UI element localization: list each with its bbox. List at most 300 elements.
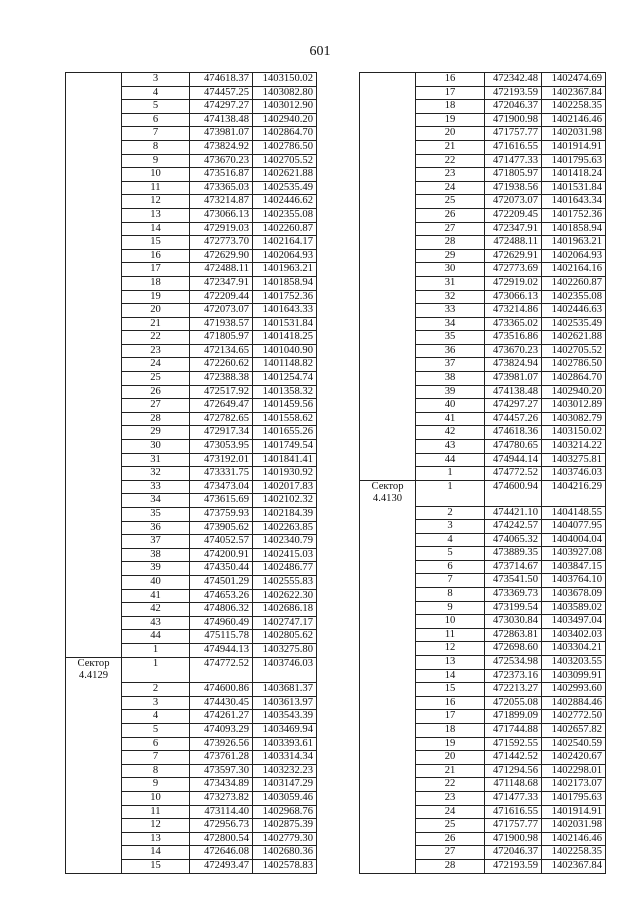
y-coordinate-cell: 1402486.77 — [253, 562, 317, 576]
table-row — [66, 764, 317, 778]
table-row — [66, 832, 317, 846]
table-row — [360, 195, 606, 209]
point-number-cell: 5 — [122, 100, 190, 114]
point-number-cell: 10 — [122, 168, 190, 182]
x-coordinate-cell: 474421.10 — [485, 506, 542, 520]
x-coordinate-cell: 472773.70 — [190, 236, 253, 250]
table-row — [66, 440, 317, 454]
x-coordinate-cell: 472213.27 — [485, 683, 542, 697]
sector-cell — [360, 683, 416, 697]
table-row — [66, 589, 317, 603]
y-coordinate-cell: 1402260.87 — [253, 222, 317, 236]
point-number-cell: 44 — [122, 630, 190, 644]
sector-cell — [66, 535, 122, 549]
y-coordinate-cell: 1403927.08 — [542, 547, 606, 561]
sector-cell — [360, 208, 416, 222]
x-coordinate-cell: 474457.26 — [485, 412, 542, 426]
x-coordinate-cell: 474065.32 — [485, 533, 542, 547]
table-row — [360, 805, 606, 819]
table-row — [66, 113, 317, 127]
point-number-cell: 22 — [122, 331, 190, 345]
y-coordinate-cell: 1403275.80 — [253, 643, 317, 657]
x-coordinate-cell: 472919.03 — [190, 222, 253, 236]
point-number-cell: 23 — [122, 344, 190, 358]
sector-cell — [66, 737, 122, 751]
y-coordinate-cell: 1401531.84 — [253, 317, 317, 331]
sector-cell — [360, 385, 416, 399]
x-coordinate-cell: 474772.52 — [190, 657, 253, 683]
sector-cell — [360, 113, 416, 127]
sector-cell — [66, 630, 122, 644]
y-coordinate-cell: 1402621.88 — [542, 331, 606, 345]
point-number-cell: 1 — [122, 657, 190, 683]
point-number-cell: 38 — [122, 548, 190, 562]
y-coordinate-cell: 1403589.02 — [542, 601, 606, 615]
x-coordinate-cell: 473473.04 — [190, 480, 253, 494]
x-coordinate-cell: 473066.13 — [485, 290, 542, 304]
table-row — [360, 669, 606, 683]
table-row — [66, 683, 317, 697]
sector-cell — [66, 832, 122, 846]
y-coordinate-cell: 1401531.84 — [542, 181, 606, 195]
y-coordinate-cell: 1401418.25 — [253, 331, 317, 345]
x-coordinate-cell: 472800.54 — [190, 832, 253, 846]
sector-cell — [360, 520, 416, 534]
sector-cell — [66, 778, 122, 792]
point-number-cell: 40 — [122, 575, 190, 589]
sector-cell — [360, 358, 416, 372]
x-coordinate-cell: 474430.45 — [190, 696, 253, 710]
table-row — [66, 778, 317, 792]
x-coordinate-cell: 472073.07 — [485, 195, 542, 209]
sector-cell — [66, 168, 122, 182]
table-row — [360, 222, 606, 236]
table-row — [360, 86, 606, 100]
y-coordinate-cell: 1403099.91 — [542, 669, 606, 683]
point-number-cell: 11 — [416, 628, 485, 642]
point-number-cell: 36 — [122, 521, 190, 535]
x-coordinate-cell: 473761.28 — [190, 751, 253, 765]
sector-cell — [66, 222, 122, 236]
table-row — [66, 426, 317, 440]
point-number-cell: 2 — [416, 506, 485, 520]
point-number-cell: 40 — [416, 399, 485, 413]
sector-cell — [360, 100, 416, 114]
x-coordinate-cell: 474780.65 — [485, 440, 542, 454]
x-coordinate-cell: 474944.14 — [485, 453, 542, 467]
point-number-cell: 20 — [416, 127, 485, 141]
point-number-cell: 9 — [122, 778, 190, 792]
sector-cell — [66, 819, 122, 833]
y-coordinate-cell: 1401655.26 — [253, 426, 317, 440]
y-coordinate-cell: 1403059.46 — [253, 791, 317, 805]
point-number-cell: 8 — [122, 140, 190, 154]
sector-cell — [66, 73, 122, 87]
x-coordinate-cell: 474242.57 — [485, 520, 542, 534]
x-coordinate-cell: 474618.37 — [190, 73, 253, 87]
table-row — [66, 453, 317, 467]
x-coordinate-cell: 472373.16 — [485, 669, 542, 683]
y-coordinate-cell: 1403150.02 — [542, 426, 606, 440]
x-coordinate-cell: 473541.50 — [485, 574, 542, 588]
table-row — [360, 520, 606, 534]
sector-cell — [360, 710, 416, 724]
sector-cell — [360, 696, 416, 710]
sector-cell — [360, 778, 416, 792]
x-coordinate-cell: 472782.65 — [190, 412, 253, 426]
sector-cell: Сектор 4.4129 — [66, 657, 122, 683]
x-coordinate-cell: 473516.87 — [190, 168, 253, 182]
y-coordinate-cell: 1402146.46 — [542, 113, 606, 127]
sector-cell — [360, 642, 416, 656]
point-number-cell: 14 — [416, 669, 485, 683]
y-coordinate-cell: 1404004.04 — [542, 533, 606, 547]
point-number-cell: 3 — [416, 520, 485, 534]
point-number-cell: 28 — [416, 236, 485, 250]
point-number-cell: 25 — [416, 195, 485, 209]
y-coordinate-cell: 1403214.22 — [542, 440, 606, 454]
table-row — [66, 86, 317, 100]
point-number-cell: 18 — [416, 100, 485, 114]
table-row — [66, 791, 317, 805]
x-coordinate-cell: 473365.03 — [190, 181, 253, 195]
x-coordinate-cell: 471477.33 — [485, 791, 542, 805]
sector-cell — [66, 846, 122, 860]
x-coordinate-cell: 471805.97 — [485, 168, 542, 182]
x-coordinate-cell: 471744.88 — [485, 724, 542, 738]
point-number-cell: 7 — [416, 574, 485, 588]
table-row — [360, 317, 606, 331]
table-row — [360, 236, 606, 250]
point-number-cell: 44 — [416, 453, 485, 467]
y-coordinate-cell: 1402621.88 — [253, 168, 317, 182]
y-coordinate-cell: 1402940.20 — [253, 113, 317, 127]
point-number-cell: 11 — [122, 805, 190, 819]
y-coordinate-cell: 1401963.21 — [542, 236, 606, 250]
x-coordinate-cell: 474600.94 — [485, 480, 542, 506]
point-number-cell: 41 — [122, 589, 190, 603]
x-coordinate-cell: 472488.11 — [485, 236, 542, 250]
x-coordinate-cell: 474501.29 — [190, 575, 253, 589]
point-number-cell: 33 — [416, 304, 485, 318]
point-number-cell: 20 — [122, 304, 190, 318]
table-row — [66, 317, 317, 331]
x-coordinate-cell: 474457.25 — [190, 86, 253, 100]
sector-cell — [66, 508, 122, 522]
sector-cell — [66, 589, 122, 603]
table-row — [360, 506, 606, 520]
point-number-cell: 1 — [122, 643, 190, 657]
y-coordinate-cell: 1402446.62 — [253, 195, 317, 209]
sector-cell — [66, 181, 122, 195]
x-coordinate-cell: 473597.30 — [190, 764, 253, 778]
sector-cell — [360, 574, 416, 588]
sector-cell — [66, 113, 122, 127]
sector-cell — [360, 154, 416, 168]
sector-cell — [66, 399, 122, 413]
table-row — [360, 656, 606, 670]
x-coordinate-cell: 472534.98 — [485, 656, 542, 670]
x-coordinate-cell: 472517.92 — [190, 385, 253, 399]
sector-cell — [360, 819, 416, 833]
point-number-cell: 7 — [122, 127, 190, 141]
y-coordinate-cell: 1403543.39 — [253, 710, 317, 724]
point-number-cell: 8 — [416, 588, 485, 602]
sector-cell — [66, 480, 122, 494]
sector-cell — [66, 751, 122, 765]
y-coordinate-cell: 1402705.52 — [253, 154, 317, 168]
table-row — [360, 628, 606, 642]
x-coordinate-cell: 473066.13 — [190, 208, 253, 222]
x-coordinate-cell: 473981.07 — [190, 127, 253, 141]
table-row — [66, 562, 317, 576]
point-number-cell: 33 — [122, 480, 190, 494]
x-coordinate-cell: 471294.56 — [485, 764, 542, 778]
point-number-cell: 16 — [122, 249, 190, 263]
y-coordinate-cell: 1403746.03 — [253, 657, 317, 683]
table-row — [360, 100, 606, 114]
point-number-cell: 5 — [122, 724, 190, 738]
point-number-cell: 36 — [416, 344, 485, 358]
point-number-cell: 31 — [416, 276, 485, 290]
sector-cell — [66, 140, 122, 154]
x-coordinate-cell: 473670.23 — [485, 344, 542, 358]
sector-cell — [360, 222, 416, 236]
table-row — [360, 140, 606, 154]
x-coordinate-cell: 471899.09 — [485, 710, 542, 724]
y-coordinate-cell: 1402884.46 — [542, 696, 606, 710]
x-coordinate-cell: 473053.95 — [190, 440, 253, 454]
sector-cell — [360, 276, 416, 290]
x-coordinate-cell: 474944.13 — [190, 643, 253, 657]
point-number-cell: 27 — [416, 846, 485, 860]
sector-cell — [66, 195, 122, 209]
x-coordinate-cell: 474200.91 — [190, 548, 253, 562]
y-coordinate-cell: 1402102.32 — [253, 494, 317, 508]
x-coordinate-cell: 472055.08 — [485, 696, 542, 710]
table-row — [360, 710, 606, 724]
x-coordinate-cell: 472649.47 — [190, 399, 253, 413]
y-coordinate-cell: 1402367.84 — [542, 86, 606, 100]
x-coordinate-cell: 471477.33 — [485, 154, 542, 168]
table-row — [360, 751, 606, 765]
point-number-cell: 11 — [122, 181, 190, 195]
x-coordinate-cell: 474261.27 — [190, 710, 253, 724]
point-number-cell: 24 — [416, 181, 485, 195]
table-row — [66, 480, 317, 494]
x-coordinate-cell: 473273.82 — [190, 791, 253, 805]
sector-cell — [66, 127, 122, 141]
x-coordinate-cell: 472046.37 — [485, 100, 542, 114]
point-number-cell: 19 — [122, 290, 190, 304]
x-coordinate-cell: 472646.08 — [190, 846, 253, 860]
x-coordinate-cell: 471900.98 — [485, 832, 542, 846]
point-number-cell: 30 — [122, 440, 190, 454]
x-coordinate-cell: 471616.55 — [485, 805, 542, 819]
table-row — [360, 208, 606, 222]
point-number-cell: 10 — [122, 791, 190, 805]
y-coordinate-cell: 1402968.76 — [253, 805, 317, 819]
sector-cell — [66, 208, 122, 222]
x-coordinate-cell: 472260.62 — [190, 358, 253, 372]
x-coordinate-cell: 472863.81 — [485, 628, 542, 642]
x-coordinate-cell: 473199.54 — [485, 601, 542, 615]
point-number-cell: 5 — [416, 547, 485, 561]
table-row — [66, 195, 317, 209]
table-row — [360, 533, 606, 547]
x-coordinate-cell: 473824.92 — [190, 140, 253, 154]
y-coordinate-cell: 1403681.37 — [253, 683, 317, 697]
y-coordinate-cell: 1403847.15 — [542, 560, 606, 574]
x-coordinate-cell: 471616.55 — [485, 140, 542, 154]
sector-cell — [360, 127, 416, 141]
table-row — [360, 778, 606, 792]
page-number: 601 — [309, 44, 331, 59]
table-row — [66, 521, 317, 535]
point-number-cell: 3 — [122, 696, 190, 710]
table-row — [360, 263, 606, 277]
table-row — [66, 358, 317, 372]
point-number-cell: 41 — [416, 412, 485, 426]
sector-cell — [66, 805, 122, 819]
x-coordinate-cell: 471592.55 — [485, 737, 542, 751]
table-row — [360, 113, 606, 127]
sector-cell — [66, 643, 122, 657]
table-row — [66, 643, 317, 657]
x-coordinate-cell: 474138.48 — [485, 385, 542, 399]
y-coordinate-cell: 1401930.92 — [253, 467, 317, 481]
y-coordinate-cell: 1402340.79 — [253, 535, 317, 549]
sector-cell — [66, 331, 122, 345]
point-number-cell: 37 — [416, 358, 485, 372]
table-row — [360, 331, 606, 345]
sector-cell — [66, 710, 122, 724]
table-row — [360, 426, 606, 440]
point-number-cell: 16 — [416, 73, 485, 87]
table-row — [360, 547, 606, 561]
x-coordinate-cell: 474093.29 — [190, 724, 253, 738]
table-row — [66, 73, 317, 87]
x-coordinate-cell: 472193.59 — [485, 86, 542, 100]
table-row — [360, 127, 606, 141]
table-row — [66, 630, 317, 644]
x-coordinate-cell: 472629.91 — [485, 249, 542, 263]
point-number-cell: 12 — [416, 642, 485, 656]
table-row — [66, 616, 317, 630]
sector-cell — [360, 628, 416, 642]
table-row — [66, 154, 317, 168]
x-coordinate-cell: 473214.86 — [485, 304, 542, 318]
point-number-cell: 38 — [416, 372, 485, 386]
y-coordinate-cell: 1401418.24 — [542, 168, 606, 182]
point-number-cell: 3 — [122, 73, 190, 87]
table-row — [66, 168, 317, 182]
x-coordinate-cell: 473434.89 — [190, 778, 253, 792]
y-coordinate-cell: 1401358.32 — [253, 385, 317, 399]
sector-cell — [360, 547, 416, 561]
x-coordinate-cell: 473192.01 — [190, 453, 253, 467]
sector-cell — [66, 317, 122, 331]
x-coordinate-cell: 471938.57 — [190, 317, 253, 331]
point-number-cell: 1 — [416, 480, 485, 506]
x-coordinate-cell: 474772.52 — [485, 467, 542, 481]
table-row — [360, 588, 606, 602]
sector-cell — [360, 859, 416, 873]
table-row — [66, 208, 317, 222]
y-coordinate-cell: 1402184.39 — [253, 508, 317, 522]
y-coordinate-cell: 1402064.93 — [253, 249, 317, 263]
y-coordinate-cell: 1402578.83 — [253, 859, 317, 873]
y-coordinate-cell: 1401841.41 — [253, 453, 317, 467]
y-coordinate-cell: 1402535.49 — [542, 317, 606, 331]
sector-cell — [66, 426, 122, 440]
x-coordinate-cell: 472347.91 — [485, 222, 542, 236]
sector-cell — [360, 331, 416, 345]
y-coordinate-cell: 1401459.56 — [253, 399, 317, 413]
x-coordinate-cell: 473331.75 — [190, 467, 253, 481]
point-number-cell: 29 — [122, 426, 190, 440]
coordinates-table-right — [359, 72, 606, 874]
table-row — [360, 453, 606, 467]
table-row — [66, 331, 317, 345]
sector-cell — [360, 467, 416, 481]
table-row — [66, 859, 317, 873]
x-coordinate-cell: 472629.90 — [190, 249, 253, 263]
point-number-cell: 43 — [416, 440, 485, 454]
y-coordinate-cell: 1402258.35 — [542, 100, 606, 114]
point-number-cell: 6 — [122, 737, 190, 751]
x-coordinate-cell: 474297.27 — [190, 100, 253, 114]
y-coordinate-cell: 1404216.29 — [542, 480, 606, 506]
y-coordinate-cell: 1402474.69 — [542, 73, 606, 87]
point-number-cell: 14 — [122, 222, 190, 236]
table-row — [66, 751, 317, 765]
x-coordinate-cell: 473114.40 — [190, 805, 253, 819]
point-number-cell: 20 — [416, 751, 485, 765]
sector-cell — [66, 372, 122, 386]
x-coordinate-cell: 473030.84 — [485, 615, 542, 629]
point-number-cell: 4 — [122, 710, 190, 724]
table-row — [360, 276, 606, 290]
sector-cell — [360, 73, 416, 87]
sector-cell — [360, 506, 416, 520]
x-coordinate-cell: 472698.60 — [485, 642, 542, 656]
y-coordinate-cell: 1402779.30 — [253, 832, 317, 846]
point-number-cell: 18 — [416, 724, 485, 738]
point-number-cell: 42 — [416, 426, 485, 440]
table-row — [360, 154, 606, 168]
table-row — [66, 603, 317, 617]
table-row — [66, 412, 317, 426]
table-row — [360, 764, 606, 778]
table-row — [66, 805, 317, 819]
point-number-cell: 21 — [416, 764, 485, 778]
y-coordinate-cell: 1403304.21 — [542, 642, 606, 656]
sector-cell — [66, 494, 122, 508]
sector-cell — [66, 154, 122, 168]
x-coordinate-cell: 474297.27 — [485, 399, 542, 413]
table-row — [66, 575, 317, 589]
x-coordinate-cell: 472919.02 — [485, 276, 542, 290]
y-coordinate-cell: 1402031.98 — [542, 127, 606, 141]
point-number-cell: 25 — [122, 372, 190, 386]
point-number-cell: 13 — [416, 656, 485, 670]
x-coordinate-cell: 472073.07 — [190, 304, 253, 318]
sector-cell — [360, 304, 416, 318]
point-number-cell: 28 — [416, 859, 485, 873]
y-coordinate-cell: 1403402.03 — [542, 628, 606, 642]
point-number-cell: 4 — [122, 86, 190, 100]
